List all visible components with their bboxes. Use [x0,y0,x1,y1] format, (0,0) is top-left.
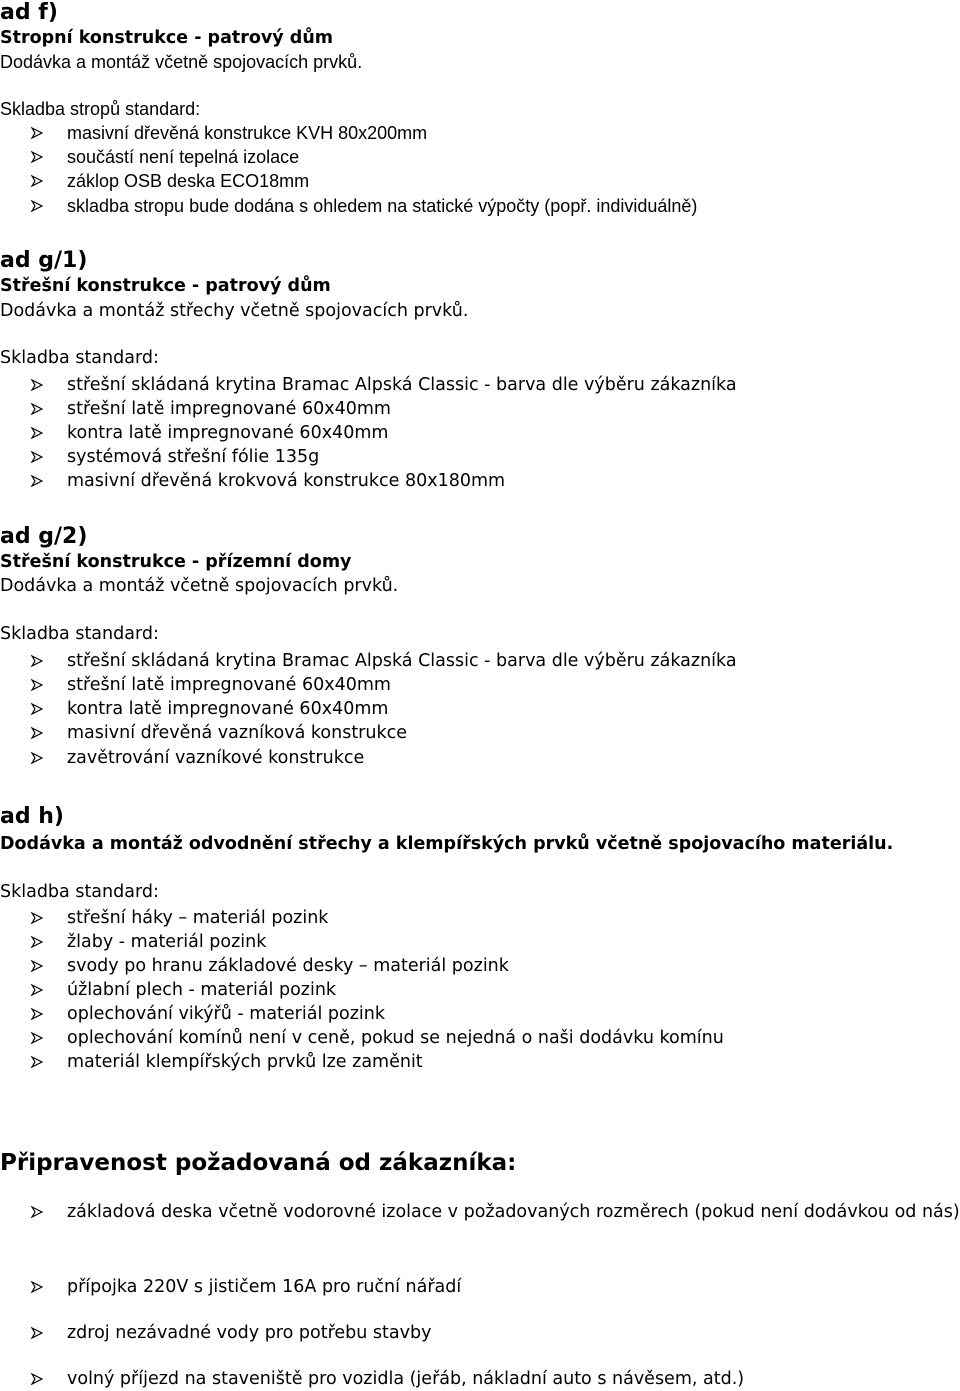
section-g2-title: Střešní konstrukce - přízemní domy [0,552,352,572]
arrow-bullet-icon [31,960,43,972]
section-g2-subheading: Skladba standard: [0,624,159,644]
section-f-desc: Dodávka a montáž včetně spojovacích prvků. [0,52,363,72]
section-h-heading: ad h) [0,804,64,829]
readiness-heading: Připravenost požadovaná od zákazníka: [0,1150,517,1176]
arrow-bullet-icon [31,427,43,439]
arrow-bullet-icon [31,379,43,391]
arrow-bullet-icon [31,1373,43,1385]
section-f-subheading: Skladba stropů standard: [0,99,201,119]
arrow-bullet-icon [31,936,43,948]
section-h-subheading: Skladba standard: [0,882,159,902]
arrow-bullet-icon [31,1327,43,1339]
arrow-bullet-icon [31,655,43,667]
arrow-bullet-icon [31,475,43,487]
arrow-bullet-icon [31,127,43,139]
arrow-bullet-icon [31,1008,43,1020]
arrow-bullet-icon [31,703,43,715]
arrow-bullet-icon [31,151,43,163]
section-g1-desc: Dodávka a montáž střechy včetně spojovacích prvků. [0,301,469,321]
arrow-bullet-icon [31,1032,43,1044]
section-g1-subheading: Skladba standard: [0,348,159,368]
section-h-title: Dodávka a montáž odvodnění střechy a klempířských prvků včetně spojovacího materiálu. [0,834,894,854]
arrow-bullet-icon [31,1206,43,1218]
section-f-heading: ad f) [0,0,58,25]
arrow-bullet-icon [31,175,43,187]
document-page: ad f) Stropní konstrukce - patrový dům Dodávka a montáž včetně spojovacích prvků. Skladba stropů standard: masivní dřevěná konstrukce KVH 80x200mm součástí není tepelná izolace záklop OSB deska ECO18mm skladba stropu bude dodána s ohledem na statické výpočty (popř. individuálně) ad g/1) Střešní konstrukce - patrový dům Dodávka a montáž střechy včetně spojovacích prvků. Skladba standard: střešní skládaná krytina Bramac Alpská Classic - barva dle výběru zákazníka střešní latě impregnované 60x40mm kontra latě impregnované 60x40mm systémová střešní fólie 135g masivní dřevěná krokvová konstrukce 80x180mm ad g/2) Střešní konstrukce - přízemní domy Dodávka a montáž včetně spojovacích prvků. Skladba standard: střešní skládaná krytina Bramac Alpská Classic - barva dle výběru zákazníka střešní latě impregnované 60x40mm kontra latě impregnované 60x40mm masivní dřevěná vazníková konstrukce zavětrování vazníkové konstrukce ad h) Dodávka a montáž odvodnění střechy a klempířských prvků včetně spojovacího materiálu. Skladba standard: střešní háky – materiál pozink žlaby - materiál pozink svody po hranu základové desky – materiál pozink úžlabní plech - materiál pozink oplechování vikýřů - materiál pozink oplechování komínů není v ceně, pokud se nejedná o naši dodávku komínu materiál klempířských prvků lze zaměnit Připravenost požadovaná od zákazníka: základová deska včetně vodorovné izolace v požadovaných rozměrech (pokud není dodávkou od nás) přípojka 220V s jističem 16A pro ruční nářadí zdroj nezávadné vody pro potřebu stavby volný příjezd na staveniště pro vozidla (jeřáb, nákladní auto s návěsem, atd.) [0,0,960,1389]
section-g1-heading: ad g/1) [0,248,88,273]
section-g2-heading: ad g/2) [0,524,88,549]
section-g2-desc: Dodávka a montáž včetně spojovacích prvků. [0,576,399,596]
section-g1-title: Střešní konstrukce - patrový dům [0,276,331,296]
arrow-bullet-icon [31,912,43,924]
arrow-bullet-icon [31,752,43,764]
arrow-bullet-icon [31,984,43,996]
arrow-bullet-icon [31,727,43,739]
arrow-bullet-icon [31,679,43,691]
arrow-bullet-icon [31,1281,43,1293]
arrow-bullet-icon [31,451,43,463]
arrow-bullet-icon [31,403,43,415]
arrow-bullet-icon [31,1056,43,1068]
arrow-bullet-icon [31,200,43,212]
section-f-title: Stropní konstrukce - patrový dům [0,28,334,48]
